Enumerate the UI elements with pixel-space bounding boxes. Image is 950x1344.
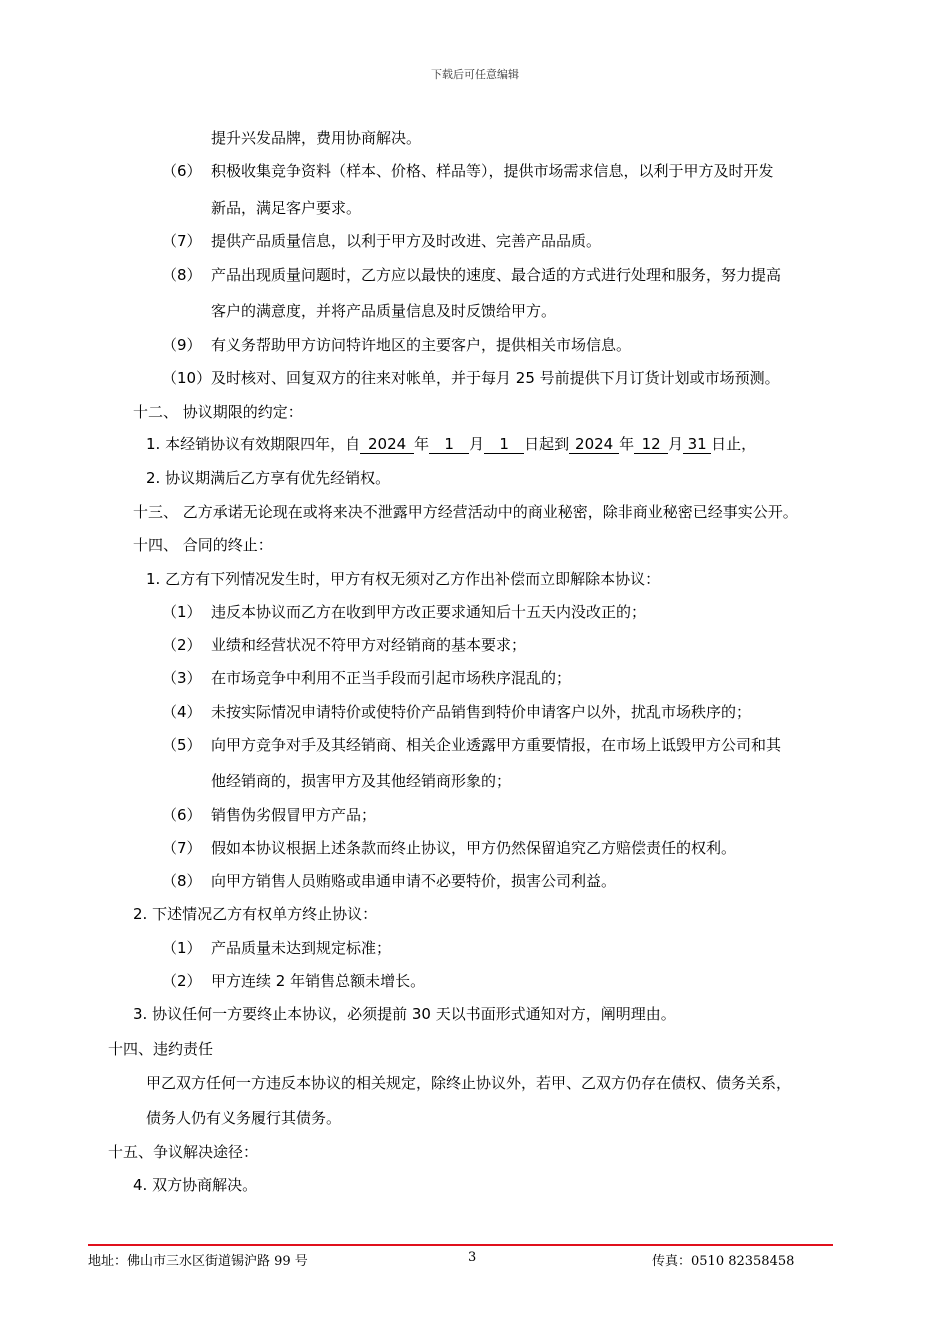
page-number: 3 xyxy=(468,1250,477,1265)
list-item: 客户的满意度，并将产品质量信息及时反馈给甲方。 xyxy=(211,302,557,320)
item-number: （7） xyxy=(162,232,202,250)
item-number: （5） xyxy=(162,736,202,754)
list-item: 提供产品质量信息，以利于甲方及时改进、完善产品品质。 xyxy=(211,232,602,250)
item-number: （9） xyxy=(162,336,202,354)
end-day: 31 xyxy=(683,436,711,454)
section-heading: 十四、违约责任 xyxy=(108,1040,214,1058)
list-item: 销售伪劣假冒甲方产品； xyxy=(211,806,377,824)
term-text: 年 xyxy=(619,435,635,453)
list-item: 向甲方竞争对手及其经销商、相关企业透露甲方重要情报，在市场上诋毁甲方公司和其 xyxy=(211,736,782,754)
item-number: （6） xyxy=(162,162,202,180)
list-item: 产品出现质量问题时，乙方应以最快的速度、最合适的方式进行处理和服务，努力提高 xyxy=(211,266,782,284)
list-item: 3. 协议任何一方要终止本协议，必须提前 30 天以书面形式通知对方，阐明理由。 xyxy=(133,1005,676,1023)
item-number: （8） xyxy=(162,872,202,890)
list-item: 业绩和经营状况不符甲方对经销商的基本要求； xyxy=(211,636,527,654)
start-month: 1 xyxy=(429,436,469,454)
end-year: 2024 xyxy=(569,436,619,454)
term-text: 日起到 xyxy=(524,435,570,453)
list-item: 假如本协议根据上述条款而终止协议，甲方仍然保留追究乙方赔偿责任的权利。 xyxy=(211,839,737,857)
term-prefix: 1. 本经销协议有效期限四年，自 xyxy=(146,435,361,453)
section-heading: 十五、争议解决途径： xyxy=(108,1143,259,1161)
term-text: 日止， xyxy=(711,435,757,453)
footer-fax: 传真：0510 82358458 xyxy=(652,1254,795,1269)
item-number: （6） xyxy=(162,806,202,824)
list-item: 在市场竞争中利用不正当手段而引起市场秩序混乱的； xyxy=(211,669,572,687)
item-number: （7） xyxy=(162,839,202,857)
term-text: 年 xyxy=(414,435,430,453)
list-item: 未按实际情况申请特价或使特价产品销售到特价申请客户以外，扰乱市场秩序的； xyxy=(211,703,752,721)
list-item: 2. 下述情况乙方有权单方终止协议： xyxy=(133,905,378,923)
list-item: 4. 双方协商解决。 xyxy=(133,1176,258,1194)
item-number: （3） xyxy=(162,669,202,687)
list-item: 积极收集竞争资料（样本、价格、样品等），提供市场需求信息，以利于甲方及时开发 xyxy=(211,162,774,180)
list-item: 1. 乙方有下列情况发生时，甲方有权无须对乙方作出补偿而立即解除本协议： xyxy=(146,570,661,588)
paragraph: 甲乙双方任何一方违反本协议的相关规定，除终止协议外，若甲、乙双方仍存在债权、债务关系， xyxy=(146,1074,792,1092)
footer-rule xyxy=(88,1244,833,1246)
list-item: 新品，满足客户要求。 xyxy=(211,199,362,217)
list-item: 提升兴发品牌，费用协商解决。 xyxy=(211,129,422,147)
section-heading: 十二、 协议期限的约定： xyxy=(133,403,303,421)
list-item: 2. 协议期满后乙方享有优先经销权。 xyxy=(146,469,391,487)
page-header: 下载后可任意编辑 xyxy=(431,68,519,81)
paragraph: 债务人仍有义务履行其债务。 xyxy=(146,1109,342,1127)
term-text: 月 xyxy=(668,435,684,453)
footer-address: 地址：佛山市三水区街道锡沪路 99 号 xyxy=(88,1254,308,1269)
start-year: 2024 xyxy=(360,436,414,454)
item-number: （4） xyxy=(162,703,202,721)
list-item: 违反本协议而乙方在收到甲方改正要求通知后十五天内没改正的； xyxy=(211,603,647,621)
start-day: 1 xyxy=(484,436,524,454)
list-item: 他经销商的，损害甲方及其他经销商形象的； xyxy=(211,772,512,790)
item-number: （1） xyxy=(162,939,202,957)
list-item: 向甲方销售人员贿赂或串通申请不必要特价，损害公司利益。 xyxy=(211,872,617,890)
item-number: （10） xyxy=(162,369,212,387)
list-item: 及时核对、回复双方的往来对帐单，并于每月 25 号前提供下月订货计划或市场预测。 xyxy=(211,369,780,387)
end-month: 12 xyxy=(634,436,668,454)
item-number: （8） xyxy=(162,266,202,284)
item-number: （2） xyxy=(162,636,202,654)
list-item: 甲方连续 2 年销售总额未增长。 xyxy=(211,972,426,990)
section-heading: 十三、 乙方承诺无论现在或将来决不泄露甲方经营活动中的商业秘密，除非商业秘密已经事实公开。 xyxy=(133,503,798,521)
item-number: （2） xyxy=(162,972,202,990)
term-line xyxy=(146,434,756,454)
section-heading: 十四、 合同的终止： xyxy=(133,536,273,554)
term-text: 月 xyxy=(469,435,485,453)
list-item: 有义务帮助甲方访问特许地区的主要客户，提供相关市场信息。 xyxy=(211,336,632,354)
list-item: 产品质量未达到规定标准； xyxy=(211,939,392,957)
item-number: （1） xyxy=(162,603,202,621)
